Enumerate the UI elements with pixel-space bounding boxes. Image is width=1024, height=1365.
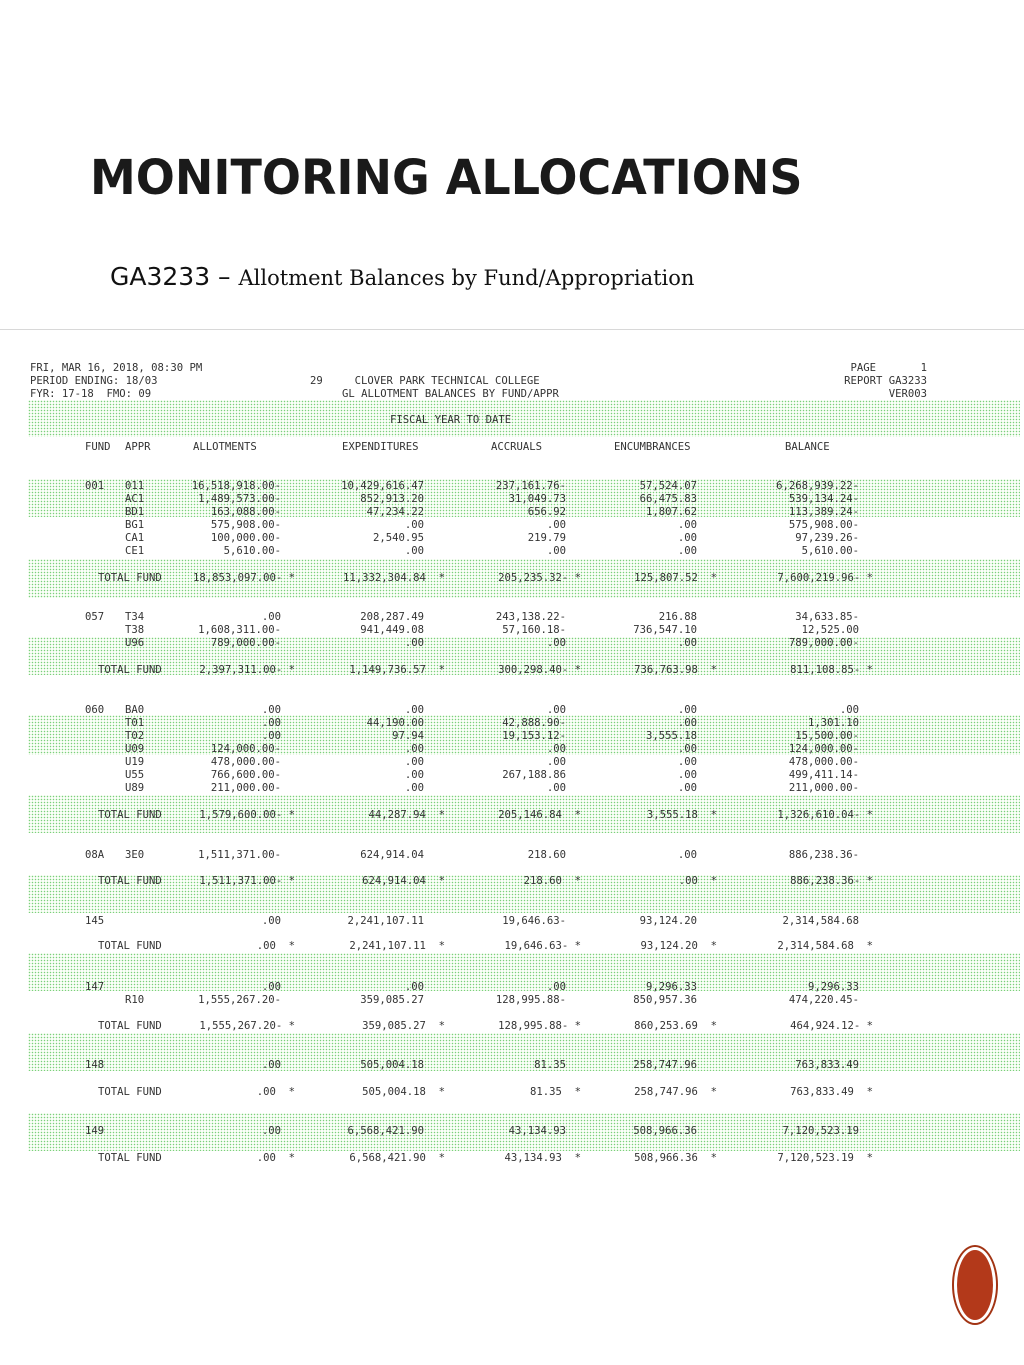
total-exp-cell: 6,568,421.90 * — [349, 1152, 445, 1164]
exp-cell: 505,004.18 — [360, 1059, 424, 1071]
total-exp-cell: 624,914.04 * — [362, 875, 445, 887]
total-fund-label: TOTAL FUND — [98, 1020, 162, 1032]
bal-cell: 499,411.14- — [788, 769, 859, 781]
acc-cell: 31,049.73 — [508, 493, 566, 505]
exp-cell: .00 — [404, 704, 424, 716]
col-header-fund: FUND — [85, 441, 111, 453]
enc-cell: 3,555.18 — [645, 730, 697, 742]
allot-cell: 575,908.00- — [210, 519, 281, 531]
total-enc-cell: 125,807.52 * — [634, 572, 717, 584]
allot-cell: .00 — [261, 611, 281, 623]
acc-cell: 656.92 — [527, 506, 566, 518]
enc-cell: .00 — [677, 849, 697, 861]
total-exp-cell: 44,287.94 * — [368, 809, 445, 821]
total-bal-cell: 7,600,219.96- * — [777, 572, 873, 584]
appr-cell: T01 — [125, 717, 145, 729]
bal-cell: 478,000.00- — [788, 756, 859, 768]
acc-cell: 237,161.76- — [495, 480, 566, 492]
allot-cell: .00 — [261, 730, 281, 742]
bal-cell: 1,301.10 — [807, 717, 859, 729]
total-fund-label: TOTAL FUND — [98, 664, 162, 676]
fund-cell: 148 — [85, 1059, 105, 1071]
exp-cell: .00 — [404, 756, 424, 768]
acc-cell: .00 — [546, 782, 566, 794]
acc-cell: .00 — [546, 545, 566, 557]
appr-cell: T38 — [125, 624, 145, 636]
total-enc-cell: 258,747.96 * — [634, 1086, 717, 1098]
total-bal-cell: 464,924.12- * — [790, 1020, 873, 1032]
total-acc-cell: 81.35 * — [529, 1086, 581, 1098]
exp-cell: .00 — [404, 769, 424, 781]
exp-cell: 852,913.20 — [360, 493, 424, 505]
bal-cell: 7,120,523.19 — [782, 1125, 859, 1137]
acc-cell: 218.60 — [527, 849, 566, 861]
total-exp-cell: 1,149,736.57 * — [349, 664, 445, 676]
enc-cell: .00 — [677, 769, 697, 781]
total-allot-cell: 2,397,311.00- * — [199, 664, 295, 676]
total-allot-cell: 1,579,600.00- * — [199, 809, 295, 821]
total-fund-label: TOTAL FUND — [98, 1152, 162, 1164]
allot-cell: 1,555,267.20- — [198, 994, 281, 1006]
acc-cell: 19,153.12- — [502, 730, 566, 742]
appr-cell: 3E0 — [125, 849, 145, 861]
col-header-encumbrances: ENCUMBRANCES — [614, 441, 691, 453]
acc-cell: 81.35 — [534, 1059, 566, 1071]
appr-cell: U09 — [125, 743, 145, 755]
allot-cell: .00 — [261, 717, 281, 729]
header-version: VER003 — [888, 388, 927, 400]
acc-cell: .00 — [546, 637, 566, 649]
acc-cell: 267,188.86 — [502, 769, 566, 781]
appr-cell: U89 — [125, 782, 145, 794]
total-acc-cell: 205,146.84 * — [498, 809, 581, 821]
total-enc-cell: 736,763.98 * — [634, 664, 717, 676]
allot-cell: 1,489,573.00- — [198, 493, 281, 505]
total-enc-cell: 860,253.69 * — [634, 1020, 717, 1032]
allot-cell: 789,000.00- — [210, 637, 281, 649]
enc-cell: 66,475.83 — [639, 493, 697, 505]
appr-cell: CA1 — [125, 532, 145, 544]
fund-cell: 145 — [85, 915, 105, 927]
exp-cell: 208,287.49 — [360, 611, 424, 623]
bal-cell: 5,610.00- — [801, 545, 859, 557]
acc-cell: 42,888.90- — [502, 717, 566, 729]
allot-cell: 124,000.00- — [210, 743, 281, 755]
exp-cell: 44,190.00 — [366, 717, 424, 729]
acc-cell: 219.79 — [527, 532, 566, 544]
exp-cell: 97.94 — [392, 730, 424, 742]
exp-cell: .00 — [404, 545, 424, 557]
bal-cell: .00 — [839, 704, 859, 716]
total-acc-cell: 205,235.32- * — [498, 572, 581, 584]
bal-cell: 539,134.24- — [788, 493, 859, 505]
enc-cell: .00 — [677, 756, 697, 768]
enc-cell: 736,547.10 — [633, 624, 697, 636]
header-report-id: REPORT GA3233 — [844, 375, 927, 387]
appr-cell: 011 — [125, 480, 145, 492]
acc-cell: .00 — [546, 704, 566, 716]
acc-cell: .00 — [546, 743, 566, 755]
total-allot-cell: 18,853,097.00- * — [192, 572, 295, 584]
allot-cell: .00 — [261, 704, 281, 716]
total-allot-cell: .00 * — [256, 940, 295, 952]
exp-cell: 359,085.27 — [360, 994, 424, 1006]
total-bal-cell: 811,108.85- * — [790, 664, 873, 676]
bal-cell: 6,268,939.22- — [776, 480, 859, 492]
allot-cell: 766,600.00- — [210, 769, 281, 781]
total-fund-label: TOTAL FUND — [98, 875, 162, 887]
allot-cell: 1,511,371.00- — [198, 849, 281, 861]
enc-cell: 9,296.33 — [645, 981, 697, 993]
total-acc-cell: 128,995.88- * — [498, 1020, 581, 1032]
allot-cell: .00 — [261, 915, 281, 927]
report-printout — [0, 355, 1024, 1185]
enc-cell: 508,966.36 — [633, 1125, 697, 1137]
total-enc-cell: .00 * — [678, 875, 717, 887]
total-fund-label: TOTAL FUND — [98, 1086, 162, 1098]
header-college: 29 CLOVER PARK TECHNICAL COLLEGE — [310, 375, 540, 387]
col-header-expenditures: EXPENDITURES — [342, 441, 419, 453]
total-allot-cell: 1,511,371.00- * — [199, 875, 295, 887]
total-exp-cell: 2,241,107.11 * — [349, 940, 445, 952]
bal-cell: 97,239.26- — [795, 532, 859, 544]
enc-cell: .00 — [677, 519, 697, 531]
allot-cell: 16,518,918.00- — [191, 480, 281, 492]
exp-cell: .00 — [404, 637, 424, 649]
bal-cell: 9,296.33 — [807, 981, 859, 993]
appr-cell: U19 — [125, 756, 145, 768]
acc-cell: 19,646.63- — [502, 915, 566, 927]
col-header-appr: APPR — [125, 441, 151, 453]
bal-cell: 2,314,584.68 — [782, 915, 859, 927]
exp-cell: .00 — [404, 519, 424, 531]
total-enc-cell: 508,966.36 * — [634, 1152, 717, 1164]
total-allot-cell: .00 * — [256, 1086, 295, 1098]
total-exp-cell: 359,085.27 * — [362, 1020, 445, 1032]
acc-cell: 128,995.88- — [495, 994, 566, 1006]
exp-cell: 6,568,421.90 — [347, 1125, 424, 1137]
bal-cell: 124,000.00- — [788, 743, 859, 755]
appr-cell: BD1 — [125, 506, 145, 518]
enc-cell: .00 — [677, 704, 697, 716]
fund-cell: 001 — [85, 480, 105, 492]
divider — [0, 329, 1024, 330]
bal-cell: 113,389.24- — [788, 506, 859, 518]
allot-cell: 211,000.00- — [210, 782, 281, 794]
total-acc-cell: 218.60 * — [523, 875, 581, 887]
acc-cell: 57,160.18- — [502, 624, 566, 636]
section-title: FISCAL YEAR TO DATE — [390, 414, 512, 426]
report-description: Allotment Balances by Fund/Appropriation — [238, 266, 695, 290]
acc-cell: .00 — [546, 981, 566, 993]
total-bal-cell: 886,238.36- * — [790, 875, 873, 887]
exp-cell: .00 — [404, 981, 424, 993]
total-exp-cell: 11,332,304.84 * — [342, 572, 445, 584]
exp-cell: .00 — [404, 782, 424, 794]
total-allot-cell: 1,555,267.20- * — [199, 1020, 295, 1032]
fund-cell: 057 — [85, 611, 105, 623]
allot-cell: .00 — [261, 981, 281, 993]
bal-cell: 886,238.36- — [788, 849, 859, 861]
acc-cell: 43,134.93 — [508, 1125, 566, 1137]
total-enc-cell: 93,124.20 * — [640, 940, 717, 952]
allot-cell: 1,608,311.00- — [198, 624, 281, 636]
header-report-name: GL ALLOTMENT BALANCES BY FUND/APPR — [342, 388, 559, 400]
appr-cell: CE1 — [125, 545, 145, 557]
report-code: GA3233 — [110, 262, 211, 291]
exp-cell: 624,914.04 — [360, 849, 424, 861]
band — [28, 400, 1020, 437]
enc-cell: .00 — [677, 637, 697, 649]
appr-cell: BA0 — [125, 704, 145, 716]
total-acc-cell: 43,134.93 * — [504, 1152, 581, 1164]
bal-cell: 34,633.85- — [795, 611, 859, 623]
allot-cell: .00 — [261, 1125, 281, 1137]
bal-cell: 789,000.00- — [788, 637, 859, 649]
total-allot-cell: .00 * — [256, 1152, 295, 1164]
slide-number-badge — [952, 1245, 998, 1325]
total-fund-label: TOTAL FUND — [98, 809, 162, 821]
exp-cell: .00 — [404, 743, 424, 755]
exp-cell: 47,234.22 — [366, 506, 424, 518]
total-enc-cell: 3,555.18 * — [646, 809, 717, 821]
exp-cell: 2,540.95 — [372, 532, 424, 544]
exp-cell: 941,449.08 — [360, 624, 424, 636]
enc-cell: 216.88 — [658, 611, 697, 623]
page-title: MONITORING ALLOCATIONS — [90, 148, 803, 206]
col-header-allotments: ALLOTMENTS — [193, 441, 257, 453]
bal-cell: 211,000.00- — [788, 782, 859, 794]
enc-cell: 93,124.20 — [639, 915, 697, 927]
allot-cell: 163,088.00- — [210, 506, 281, 518]
appr-cell: U55 — [125, 769, 145, 781]
enc-cell: 258,747.96 — [633, 1059, 697, 1071]
col-header-accruals: ACCRUALS — [491, 441, 543, 453]
total-fund-label: TOTAL FUND — [98, 940, 162, 952]
acc-cell: .00 — [546, 519, 566, 531]
enc-cell: .00 — [677, 532, 697, 544]
total-acc-cell: 300,298.40- * — [498, 664, 581, 676]
fund-cell: 147 — [85, 981, 105, 993]
bal-cell: 15,500.00- — [795, 730, 859, 742]
header-fyr: FYR: 17-18 FMO: 09 — [30, 388, 152, 400]
fund-cell: 149 — [85, 1125, 105, 1137]
bal-cell: 474,220.45- — [788, 994, 859, 1006]
total-fund-label: TOTAL FUND — [98, 572, 162, 584]
enc-cell: .00 — [677, 717, 697, 729]
allot-cell: 478,000.00- — [210, 756, 281, 768]
acc-cell: 243,138.22- — [495, 611, 566, 623]
enc-cell: 57,524.07 — [639, 480, 697, 492]
total-acc-cell: 19,646.63- * — [504, 940, 581, 952]
enc-cell: .00 — [677, 782, 697, 794]
header-page: PAGE 1 — [850, 362, 927, 374]
allot-cell: 5,610.00- — [223, 545, 281, 557]
total-bal-cell: 1,326,610.04- * — [777, 809, 873, 821]
acc-cell: .00 — [546, 756, 566, 768]
fund-cell: 060 — [85, 704, 105, 716]
allot-cell: 100,000.00- — [210, 532, 281, 544]
exp-cell: 2,241,107.11 — [347, 915, 424, 927]
page-subtitle — [110, 262, 694, 291]
appr-cell: T02 — [125, 730, 145, 742]
fund-cell: 08A — [85, 849, 105, 861]
appr-cell: T34 — [125, 611, 145, 623]
appr-cell: U96 — [125, 637, 145, 649]
header-date: FRI, MAR 16, 2018, 08:30 PM — [30, 362, 203, 374]
bal-cell: 763,833.49 — [795, 1059, 859, 1071]
appr-cell: AC1 — [125, 493, 145, 505]
enc-cell: 1,807.62 — [645, 506, 697, 518]
enc-cell: 850,957.36 — [633, 994, 697, 1006]
enc-cell: .00 — [677, 743, 697, 755]
appr-cell: BG1 — [125, 519, 145, 531]
total-exp-cell: 505,004.18 * — [362, 1086, 445, 1098]
header-period: PERIOD ENDING: 18/03 — [30, 375, 158, 387]
total-bal-cell: 7,120,523.19 * — [777, 1152, 873, 1164]
allot-cell: .00 — [261, 1059, 281, 1071]
exp-cell: 10,429,616.47 — [341, 480, 424, 492]
total-bal-cell: 2,314,584.68 * — [777, 940, 873, 952]
bal-cell: 12,525.00 — [801, 624, 859, 636]
col-header-balance: BALANCE — [785, 441, 830, 453]
subtitle-separator: – — [210, 262, 239, 291]
enc-cell: .00 — [677, 545, 697, 557]
bal-cell: 575,908.00- — [788, 519, 859, 531]
total-bal-cell: 763,833.49 * — [790, 1086, 873, 1098]
appr-cell: R10 — [125, 994, 145, 1006]
